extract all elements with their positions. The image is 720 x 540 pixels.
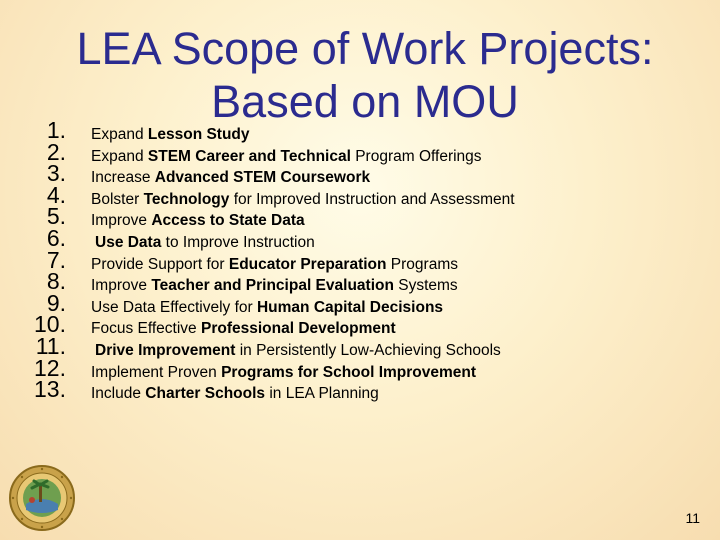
item-text-bold: Teacher and Principal Evaluation [151, 277, 394, 295]
list-item [18, 224, 698, 251]
item-number: 11. [35, 332, 66, 359]
item-text-bold: Use Data [95, 233, 162, 251]
item-text-plain: Use Data Effectively for [91, 298, 257, 316]
item-text-bold: Drive Improvement [95, 341, 236, 359]
item-text-plain: Bolster [91, 190, 144, 208]
page-number: 11 [685, 510, 700, 526]
list-item [18, 289, 698, 316]
item-number: 4. [46, 181, 66, 208]
item-number: 13. [34, 376, 66, 403]
list-item [18, 203, 698, 230]
item-text-bold: Educator Preparation [228, 255, 387, 273]
item-text-plain: Improve [91, 212, 152, 230]
item-number: 8. [46, 268, 66, 295]
state-seal-icon [8, 464, 76, 532]
item-number: 2. [46, 138, 66, 165]
item-text-bold: Lesson Study [147, 126, 250, 143]
item-text-bold: Professional Development [200, 320, 396, 338]
item-text-bold: Access to State Data [151, 212, 305, 230]
item-text-plain: Implement Proven [91, 363, 222, 381]
item-text-plain: Systems [393, 277, 458, 295]
list-item [18, 117, 698, 143]
item-number: 3. [46, 160, 66, 187]
slide-title [0, 22, 720, 128]
list-item [18, 268, 698, 295]
item-text-plain: Include [91, 385, 146, 403]
item-text-plain: Focus Effective [91, 320, 201, 338]
item-text-plain: in LEA Planning [265, 385, 379, 403]
item-text-plain: Expand [91, 147, 148, 165]
item-text-plain: to Improve Instruction [161, 233, 315, 251]
item-text-plain: Expand [91, 126, 148, 143]
title-line-2: Based on MOU [211, 76, 519, 127]
item-number: 1. [46, 117, 66, 143]
item-number: 5. [46, 203, 66, 230]
list-item [18, 354, 698, 381]
item-text-bold: STEM Career and Technical [147, 147, 351, 165]
list-item [18, 311, 698, 338]
list-item [18, 181, 698, 208]
item-number: 9. [46, 289, 66, 316]
item-text-bold: Programs for School Improvement [221, 363, 477, 381]
item-number: 12. [34, 354, 66, 381]
item-number: 7. [46, 246, 66, 273]
item-text-bold: Advanced STEM Coursework [154, 169, 371, 187]
item-text-bold: Human Capital Decisions [256, 298, 444, 316]
list-item [18, 376, 698, 403]
list-item [18, 246, 698, 273]
item-text-bold: Charter Schools [145, 385, 266, 403]
item-text-plain: Increase [91, 169, 155, 187]
item-text [91, 385, 379, 403]
item-text-plain: for Improved Instruction and Assessment [229, 190, 515, 208]
item-text-plain: Provide Support for [91, 255, 229, 273]
item-text-plain: Programs [386, 255, 458, 273]
item-text-plain: Program Offerings [350, 147, 482, 165]
title-line-1: LEA Scope of Work Projects: [76, 23, 654, 74]
item-number: 10. [34, 311, 66, 338]
list-item [18, 160, 698, 187]
list-item [18, 138, 698, 165]
item-text-bold: Technology [143, 190, 230, 208]
item-text-plain: Improve [91, 277, 152, 295]
item-number: 6. [46, 224, 66, 251]
list-item [18, 332, 698, 359]
project-list [18, 117, 698, 403]
item-text-plain: in Persistently Low-Achieving Schools [235, 341, 501, 359]
